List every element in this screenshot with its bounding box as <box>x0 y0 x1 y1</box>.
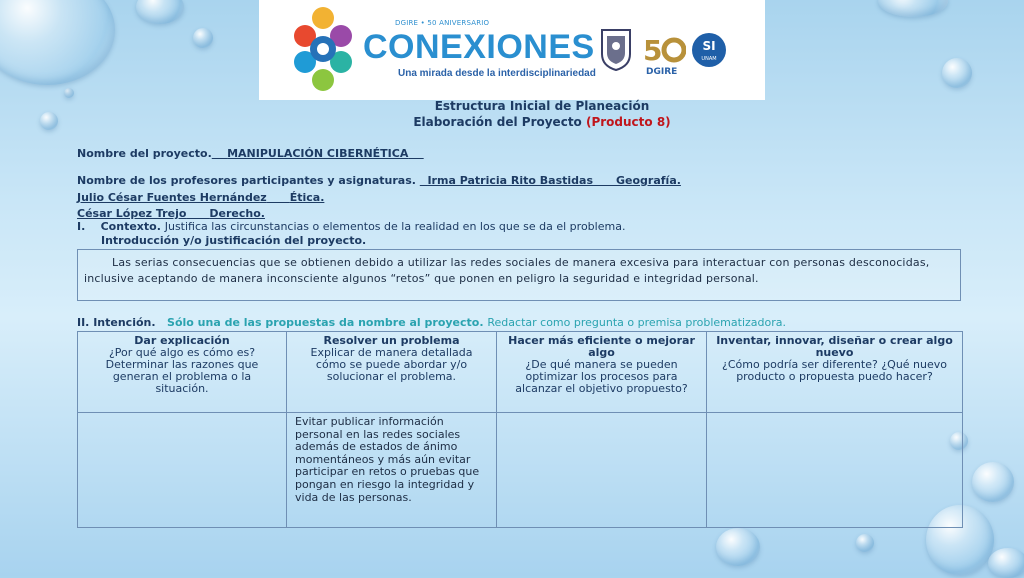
intention-table <box>77 331 963 528</box>
teachers-label: Nombre de los profesores participantes y asignaturas. <box>77 174 416 187</box>
svg-text:5: 5 <box>643 34 663 67</box>
dgire-50-logo <box>642 30 686 76</box>
intention-label: II. Intención. <box>77 316 156 329</box>
heading-elaboracion: Elaboración del Proyecto <box>413 115 582 129</box>
context-number: I. <box>77 220 86 233</box>
conexiones-flower-logo <box>289 4 357 96</box>
conexiones-banner <box>259 0 765 100</box>
teacher3: César López Trejo Derecho. <box>77 207 265 220</box>
intro-box <box>77 249 961 301</box>
intention-teal: Sólo una de las propuestas da nombre al proyecto. <box>167 316 484 329</box>
water-drop <box>856 534 874 552</box>
heading-line-1: Estructura Inicial de Planeación <box>434 99 650 113</box>
water-drop <box>942 58 972 88</box>
heading-line-2 <box>0 115 1024 129</box>
banner-subtitle: Una mirada desde la interdisciplinariedad <box>398 68 596 79</box>
table-cell <box>497 413 707 528</box>
table-header-cell: Hacer más eficiente o mejorar algo ¿De qué manera se pueden optimizar los procesos para alcanzar el objetivo propuesto? <box>497 332 707 413</box>
water-drop <box>193 28 213 48</box>
water-drop <box>136 0 184 24</box>
intention-line <box>77 316 786 329</box>
intention-rest: Redactar como pregunta o premisa problematizadora. <box>487 316 786 329</box>
water-drop <box>988 548 1024 578</box>
unam-seal-icon <box>598 26 634 72</box>
teacher1: Irma Patricia Rito Bastidas Geografía. <box>427 174 681 187</box>
table-header-cell: Resolver un problema Explicar de manera detallada cómo se puede abordar y/o solucionar el problema. <box>287 332 497 413</box>
context-instruction: Justifica las circunstancias o elementos de la realidad en los que se da el problema. <box>164 220 626 233</box>
teachers-line <box>77 174 681 187</box>
context-line <box>77 220 625 233</box>
project-name-value: MANIPULACIÓN CIBERNÉTICA <box>227 147 409 160</box>
context-sub: Introducción y/o justificación del proyecto. <box>101 234 367 247</box>
water-drop <box>972 462 1014 502</box>
water-drop <box>0 0 115 85</box>
table-row <box>78 413 963 528</box>
dgire-logo-text: DGIRE <box>646 67 678 76</box>
project-name-line <box>77 147 424 160</box>
water-drop <box>64 88 74 98</box>
context-label: Contexto. <box>100 220 161 233</box>
si-logo-text: SI <box>702 39 716 53</box>
table-cell <box>707 413 963 528</box>
unam-logo-text: UNAM <box>701 56 717 62</box>
banner-anniversary-text: DGIRE • 50 ANIVERSARIO <box>395 19 490 27</box>
water-drop <box>716 528 760 566</box>
heading-producto: (Producto 8) <box>585 115 671 129</box>
teacher2: Julio César Fuentes Hernández Ética. <box>77 191 325 204</box>
table-header-cell: Dar explicación ¿Por qué algo es cómo es? Determinar las razones que generan el problema o la situación. <box>78 332 287 413</box>
table-cell: Evitar publicar información personal en las redes sociales además de estados de ánimo momentáneos y más aún evitar participar en retos o pruebas que pongan en riesgo la integridad y vida de las personas. <box>287 413 497 528</box>
table-cell <box>78 413 287 528</box>
project-name-label: Nombre del proyecto. <box>77 147 212 160</box>
intro-text: Las serias consecuencias que se obtienen debido a utilizar las redes sociales de manera excesiva para interactuar con personas desconocidas, inclusive aceptando de manera inconsciente algunos “retos” que ponen en peligro la seguridad e integridad personal. <box>84 256 930 285</box>
si-unam-logo <box>692 33 726 67</box>
table-header-row <box>78 332 963 413</box>
table-header-cell: Inventar, innovar, diseñar o crear algo nuevo ¿Cómo podría ser diferente? ¿Qué nuevo producto o propuesta puedo hacer? <box>707 332 963 413</box>
water-drop <box>878 0 948 17</box>
banner-title: CONEXIONES <box>363 28 595 66</box>
